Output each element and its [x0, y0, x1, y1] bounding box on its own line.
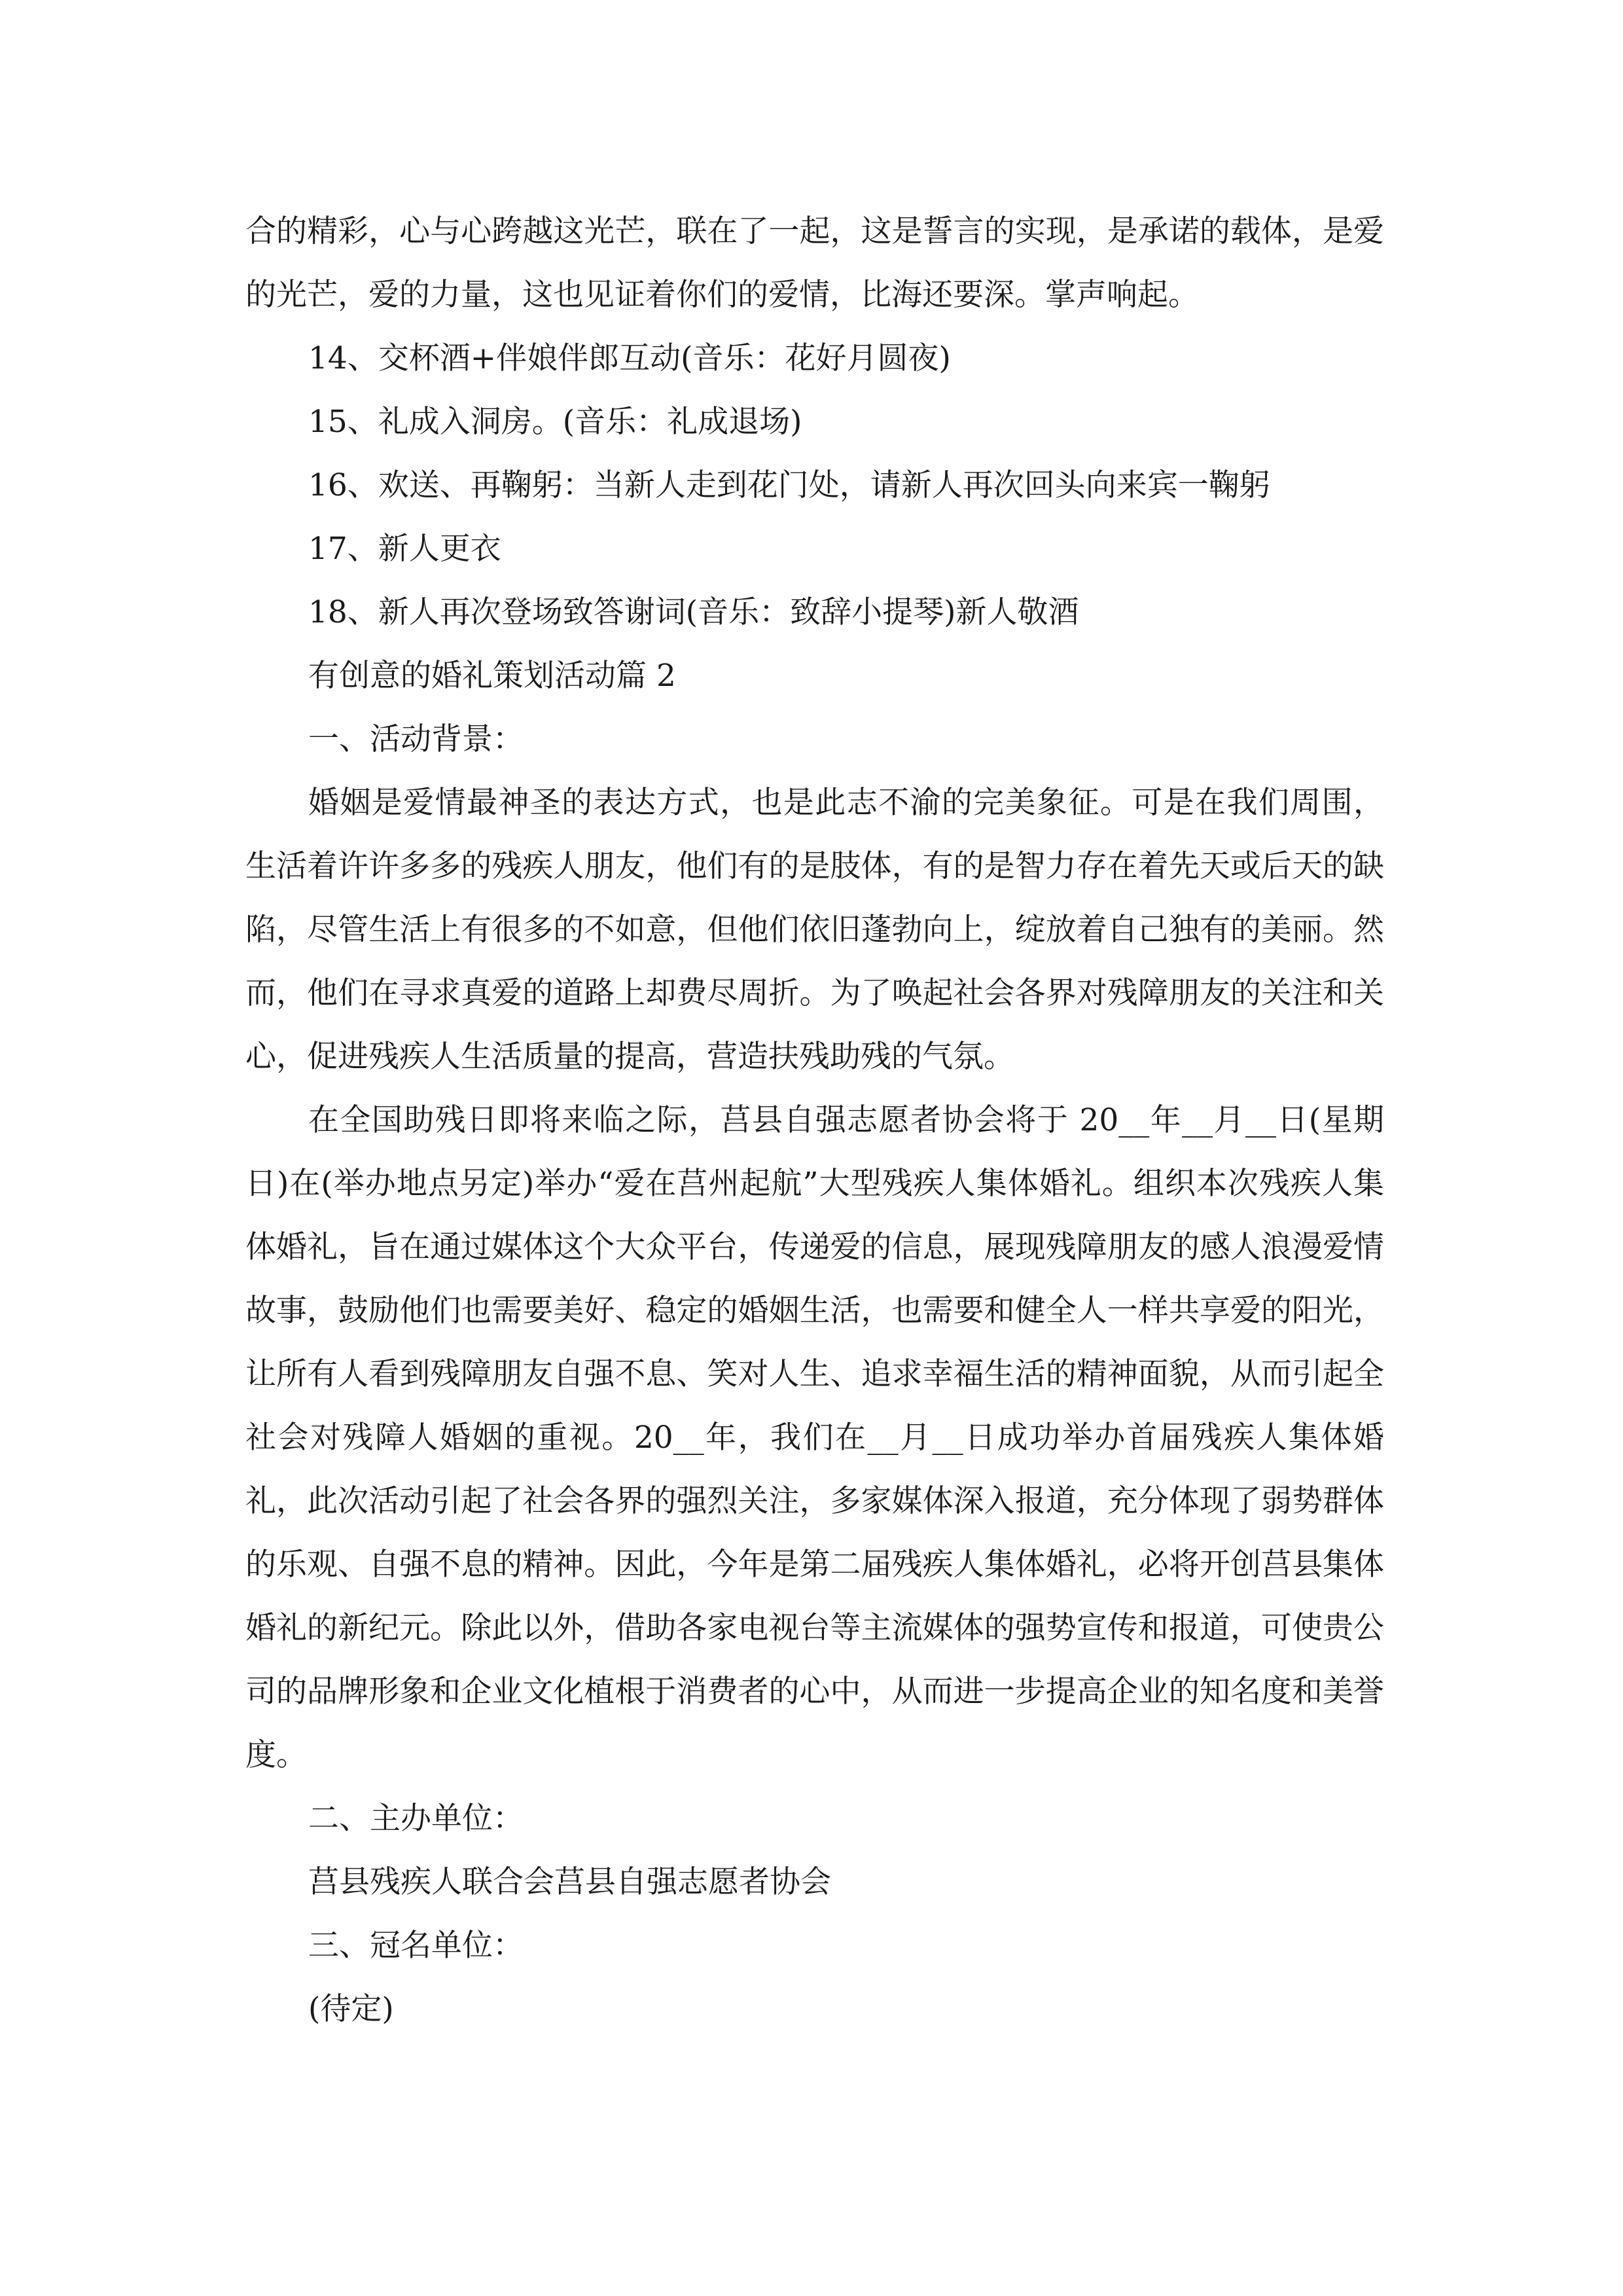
paragraph-background-2: 在全国助残日即将来临之际，莒县自强志愿者协会将于 20__年__月__日(星期日)在(举办地点另定)举办“爱在莒州起航”大型残疾人集体婚礼。组织本次残疾人集体婚礼，旨在通过媒体这个大众平台，传递爱的信息，展现残障朋友的感人浪漫爱情故事，鼓励他们也需要美好、稳定的婚姻生活，也需要和健全人一样共享爱的阳光，让所有人看到残障朋友自强不息、笑对人生、追求幸福生活的精神面貌，从而引起全社会对残障人婚姻的重视。20__年，我们在__月__日成功举办首届残疾人集体婚礼，此次活动引起了社会各界的强烈关注，多家媒体深入报道，充分体现了弱势群体的乐观、自强不息的精神。因此，今年是第二届残疾人集体婚礼，必将开创莒县集体婚礼的新纪元。除此以外，借助各家电视台等主流媒体的强势宣传和报道，可使贵公司的品牌形象和企业文化植根于消费者的心中，从而进一步提高企业的知名度和美誉度。 [245, 1102, 1384, 1773]
heading-background: 一、活动背景： [308, 721, 524, 757]
list-item-18: 18、新人再次登场致答谢词(音乐：致辞小提琴)新人敬酒 [308, 594, 1079, 630]
list-item-17: 17、新人更衣 [308, 531, 501, 567]
organizer-names: 莒县残疾人联合会莒县自强志愿者协会 [308, 1864, 831, 1900]
heading-sponsor: 三、冠名单位： [308, 1928, 524, 1964]
heading-organizer: 二、主办单位： [308, 1801, 524, 1837]
list-item-14: 14、交杯酒+伴娘伴郎互动(音乐：花好月圆夜) [308, 340, 951, 376]
section-title: 有创意的婚礼策划活动篇 2 [308, 658, 676, 694]
list-item-16: 16、欢送、再鞠躬：当新人走到花门处，请新人再次回头向来宾一鞠躬 [308, 467, 1270, 503]
paragraph-continuation: 合的精彩，心与心跨越这光芒，联在了一起，这是誓言的实现，是承诺的载体，是爱的光芒，爱的力量，这也见证着你们的爱情，比海还要深。掌声响起。 [245, 213, 1384, 313]
document-body [245, 200, 1384, 2041]
sponsor-value: (待定) [308, 1991, 394, 2027]
list-item-15: 15、礼成入洞房。(音乐：礼成退场) [308, 404, 802, 440]
paragraph-background-1: 婚姻是爱情最神圣的表达方式，也是此志不渝的完美象征。可是在我们周围，生活着许许多多的残疾人朋友，他们有的是肢体，有的是智力存在着先天或后天的缺陷，尽管生活上有很多的不如意，但他们依旧蓬勃向上，绽放着自己独有的美丽。然而，他们在寻求真爱的道路上却费尽周折。为了唤起社会各界对残障朋友的关注和关心，促进残疾人生活质量的提高，营造扶残助残的气氛。 [245, 785, 1384, 1075]
